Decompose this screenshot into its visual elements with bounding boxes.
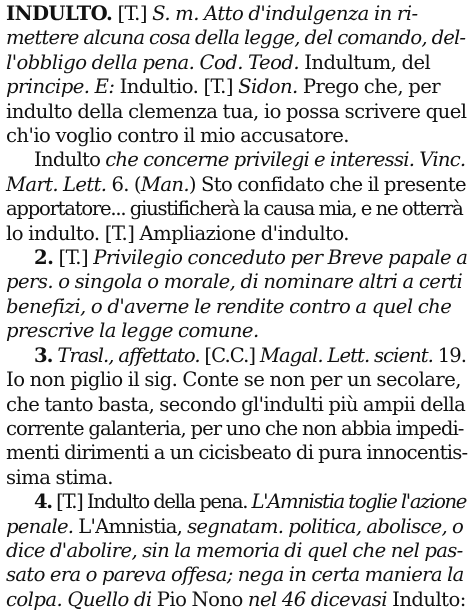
text-run: [T.] Indulto della pena. — [51, 490, 252, 514]
text-line — [6, 417, 467, 441]
text-run: indulto della clemenza tua, io possa scrivere quel — [6, 99, 467, 123]
text-line — [6, 270, 467, 294]
text-run: apportatore... giustificherà la causa mia, e ne otterrà — [6, 197, 463, 221]
italic-text: benefizi, o d'averne le rendite contro a quel che — [6, 294, 452, 318]
text-run: Pio Nono — [156, 587, 243, 611]
text-line — [6, 368, 467, 392]
text-run: menti dirimenti a un cicisbeato di pura innocentis- — [6, 441, 468, 465]
text-line — [6, 539, 467, 563]
text-line — [6, 466, 467, 490]
text-line — [6, 100, 467, 124]
text-line — [6, 173, 467, 197]
italic-text: l'obbligo della pena. — [6, 50, 200, 74]
text-line — [6, 344, 467, 368]
text-run: 6. ( — [106, 172, 141, 196]
text-run: [C.C.] — [199, 343, 260, 367]
text-line — [6, 197, 467, 221]
italic-text: dicevasi — [310, 587, 387, 611]
italic-text: Magal. Lett. scient. — [259, 343, 433, 367]
italic-text: che concerne privilegi e interessi. Vinc. — [105, 148, 466, 172]
text-run: Indulto — [34, 148, 106, 172]
text-run: Io non piglio il sig. Conte se non per un secolare, — [6, 368, 461, 392]
text-line — [6, 393, 467, 417]
italic-text: Quello di — [62, 587, 157, 611]
text-run: Indultio. [T.] — [114, 75, 239, 99]
text-line — [6, 563, 467, 587]
text-run: Indultum, del — [299, 50, 431, 74]
text-line — [6, 148, 467, 172]
text-line — [6, 441, 467, 465]
text-line — [6, 222, 467, 246]
text-run: [T.] — [53, 246, 94, 270]
text-run: lo indulto. [T.] Ampliazione d'indulto. — [6, 221, 349, 245]
italic-text: colpa. — [6, 587, 63, 611]
text-run: 19. — [432, 343, 467, 367]
headword-or-sense-number: 4. — [34, 490, 52, 514]
text-line — [6, 490, 467, 514]
italic-text: L'Amnistia toglie l'azione — [251, 490, 467, 514]
text-run: Prego che, per — [297, 75, 441, 99]
italic-text: Cod. Teod. — [199, 50, 300, 74]
italic-text: Man. — [140, 172, 189, 196]
text-run: ) Sto confidato che il presente — [188, 172, 466, 196]
text-run: Indulto: — [386, 587, 466, 611]
text-line — [6, 319, 467, 343]
italic-text: penale. — [6, 514, 74, 538]
text-run: ch'io voglio contro il mio accusatore. — [6, 124, 349, 148]
italic-text: Sidon. — [238, 75, 298, 99]
italic-text: prescrive la legge comune. — [6, 319, 259, 343]
text-line — [6, 75, 467, 99]
text-line — [6, 515, 467, 539]
italic-text: segnatam. politica, abolisce, o — [187, 514, 464, 538]
text-run: sima stima. — [6, 465, 113, 489]
text-run: che tanto basta, secondo gl'indulti più ampii della — [6, 392, 466, 416]
italic-text: S. m. Atto d'indulgenza in ri- — [152, 2, 418, 25]
italic-text: dice d'abolire, sin la memoria di quel che nel pas- — [6, 538, 463, 562]
text-run: corrente galanteria, per uno che non abbia impedi- — [6, 416, 464, 440]
italic-text: mettere alcuna cosa della legge, del comando, del- — [6, 26, 466, 50]
italic-text: nel 46 — [242, 587, 311, 611]
text-line — [6, 124, 467, 148]
italic-text: principe. E: — [6, 75, 115, 99]
text-run: [T.] — [112, 2, 153, 25]
text-line — [6, 51, 467, 75]
italic-text: Mart. Lett. — [6, 172, 107, 196]
italic-text: pers. o singola o morale, di nominare altri a certi — [6, 270, 463, 294]
headword-or-sense-number: INDULTO. — [6, 2, 113, 25]
italic-text: Trasl., affettato. — [57, 343, 200, 367]
text-line — [6, 588, 467, 612]
text-line — [6, 246, 467, 270]
text-line — [6, 2, 467, 26]
headword-or-sense-number: 3. — [34, 343, 53, 367]
italic-text: Privilegio conceduto per Breve papale a — [93, 246, 468, 270]
text-run: L'Amnistia, — [73, 514, 188, 538]
text-line — [6, 26, 467, 50]
text-line — [6, 295, 467, 319]
italic-text: sato era o pareva offesa; nega in certa maniera la — [6, 563, 464, 587]
headword-or-sense-number: 2. — [34, 246, 54, 270]
